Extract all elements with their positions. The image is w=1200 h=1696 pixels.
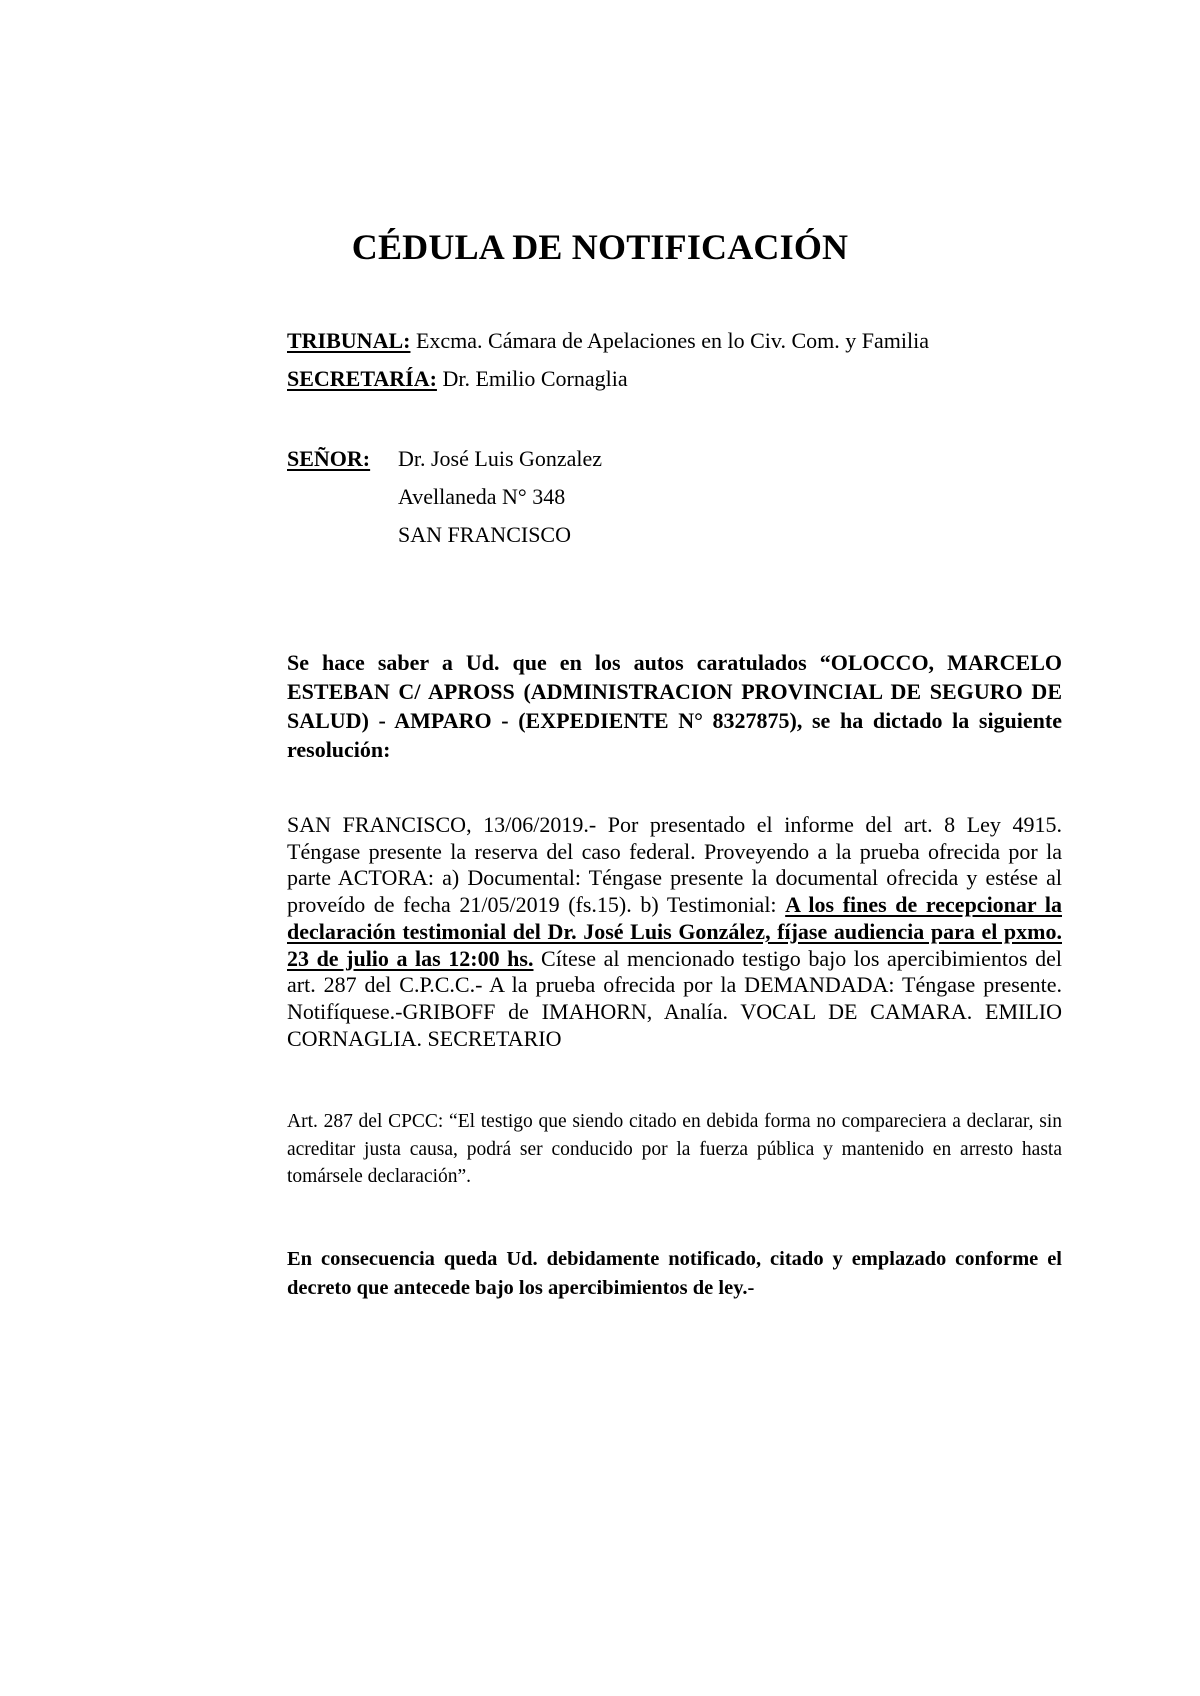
case-intro: Se hace saber a Ud. que en los autos caratulados “OLOCCO, MARCELO ESTEBAN C/ APROSS (ADMINISTRACION PROVINCIAL DE SEGURO DE SALUD) - AMPARO - (EXPEDIENTE N° 8327875), se ha dictado la siguiente resolución: [287,650,1062,762]
document-title: CÉDULA DE NOTIFICACIÓN [351,227,849,267]
resolution-text [287,812,1062,1052]
tribunal-label: TRIBUNAL: [287,328,411,353]
secretaria-label: SECRETARÍA: [287,366,437,391]
resolution-part-1: SAN FRANCISCO, 13/06/2019.- Por presentado el informe del art. 8 Ley 4915. Téngase presente la reserva del caso federal. Proveyendo a la prueba ofrecida por la parte ACTORA: a) Documental: Téngase presente la documental ofrecida y estése al proveído de fecha 21/05/2019 (fs.15). b) Testimonial: [287,812,1062,918]
tribunal-value: Excma. Cámara de Apelaciones en lo Civ. Com. y Familia [415,328,929,353]
article-287-quote: Art. 287 del CPCC: “El testigo que siendo citado en debida forma no compareciera a declarar, sin acreditar justa causa, podrá ser conducido por la fuerza pública y mantenido en arresto hasta tomársele declaración”. [287,1111,1062,1187]
recipient-name: Dr. José Luis Gonzalez [398,446,603,471]
senor-row [287,446,370,472]
secretaria-value: Dr. Emilio Cornaglia [442,366,628,391]
tribunal-row [287,328,929,354]
resolution-emphasis: A los fines de recepcionar la declaración testimonial del Dr. José Luis González, fíjase audiencia para el pxmo. 23 de julio a las 12:00 hs. [287,892,1062,971]
recipient-city: SAN FRANCISCO [398,522,571,547]
resolution-part-2: Cítese al mencionado testigo bajo los apercibimientos del art. 287 del C.P.C.C.- A la prueba ofrecida por la DEMANDADA: Téngase presente. Notifíquese.-GRIBOFF de IMAHORN, Analía. VOCAL DE CAMARA. EMILIO CORNAGLIA. SECRETARIO [287,945,1062,1051]
senor-label: SEÑOR: [287,446,371,471]
closing-statement: En consecuencia queda Ud. debidamente notificado, citado y emplazado conforme el decreto que antecede bajo los apercibimientos de ley.- [287,1248,1062,1299]
recipient-address: Avellaneda N° 348 [398,484,566,509]
secretaria-row [287,366,628,392]
